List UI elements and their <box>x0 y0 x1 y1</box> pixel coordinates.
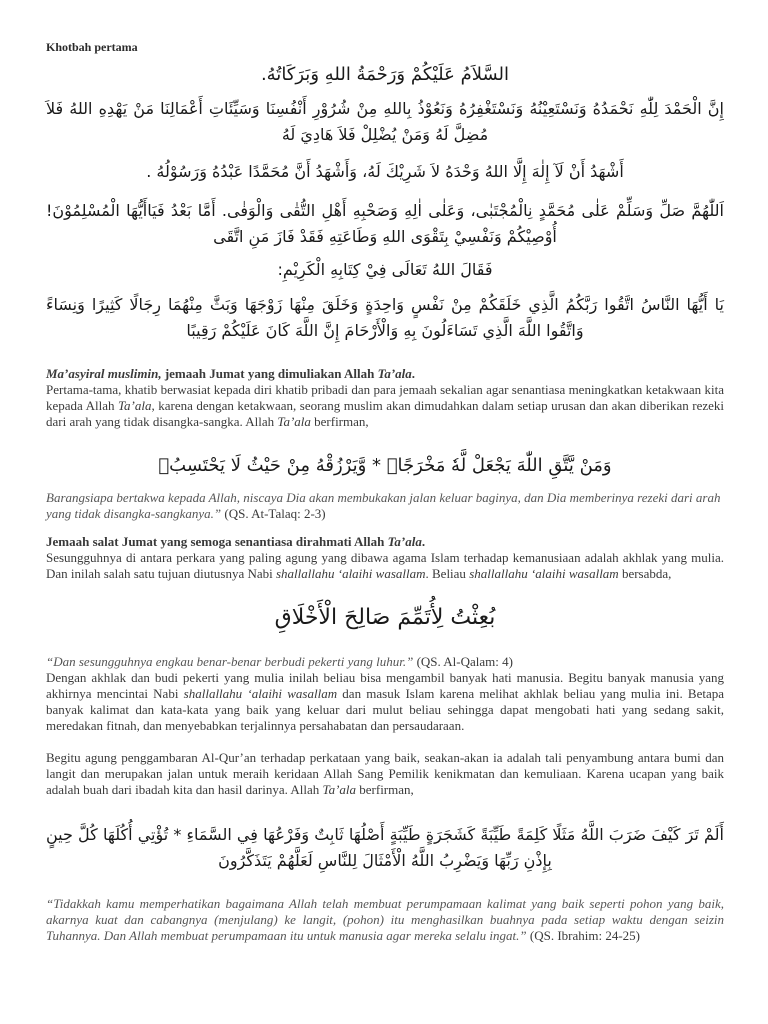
section2 <box>46 534 724 582</box>
arabic-hadith: بُعِثْتُ لِأُتَمِّمَ صَالِحَ الْأَخْلَاقِ <box>274 605 496 630</box>
arabic-hamdalah: إِنَّ الْحَمْدَ لِلّٰهِ نَحْمَدُهُ وَنَسْتَعِيْنُهُ وَنَسْتَغْفِرُهُ وَنَعُوْذُ بِاللهِ مِنْ شُرُوْرِ أَنْفُسِنَا وَسَيِّئَاتِ أَعْمَالِنَا مَنْ يَهْدِهِ اللهُ فَلاَ مُضِلَّ لَهُ وَمَنْ يُضْلِلْ فَلاَ هَادِيَ لَهُ <box>46 99 724 144</box>
section1-paragraph: Pertama-tama, khatib berwasiat kepada diri khatib pribadi dan para jemaah sekalian agar senantiasa meningkatkan ketakwaan kita kepada Allah Ta’ala, karena dengan ketakwaan, seorang muslim akan dimudahkan dalam setiap urusan dan akan diberikan rezeki dari arah yang tidak disangka-sangka. Allah Ta’ala berfirman, <box>46 382 724 429</box>
section2-quote: “Dan sesungguhnya engkau benar-benar berbudi pekerti yang luhur.” (QS. Al-Qalam: 4) <box>46 654 513 669</box>
section1-quote: Barangsiapa bertakwa kepada Allah, niscaya Dia akan membukakan jalan keluar baginya, dan Dia memberinya rezeki dari arah yang tidak disangka-sangkanya.” (QS. At-Talaq: 2-3) <box>46 490 721 521</box>
section2-paragraph-3: Begitu agung penggambaran Al-Qur’an terhadap perkataan yang baik, seakan-akan ia adalah tali penyambung antara bumi dan langit dan merupakan jalan untuk meraih keridaan Allah Sang Pemilik kenikmatan dan kemuliaan. Karena ucapan yang baik adalah buah dari ibadah kita dan hasil darinya. Allah Ta’ala berfirman, <box>46 750 724 797</box>
arabic-shalawat: اَللّٰهُمَّ صَلِّ وَسَلِّمْ عَلٰى مُحَمَّدٍ نِالْمُجْتَبٰى، وَعَلٰى اٰلِهِ وَصَحْبِهِ أَهْلِ التُّقٰى وَالْوَفٰى. أَمَّا بَعْدُ فَيَاأَيُّهَا الْمُسْلِمُوْنَ! أُوْصِيْكُمْ وَنَفْسِيْ بِتَقْوَى اللهِ وَطَاعَتِهِ فَقَدْ فَازَ مَنِ اتَّقَى <box>46 201 724 246</box>
arabic-qala: فَقَالَ اللهُ تَعَالَى فِيْ كِتَابِهِ الْكَرِيْمِ: <box>277 260 493 279</box>
arabic-ibrahim-verse: أَلَمْ تَرَ كَيْفَ ضَرَبَ اللَّهُ مَثَلًا كَلِمَةً طَيِّبَةً كَشَجَرَةٍ طَيِّبَةٍ أَصْلُهَا ثَابِتٌ وَفَرْعُهَا فِي السَّمَاءِ * تُؤْتِي أُكُلَهَا كُلَّ حِينٍ بِإِذْنِ رَبِّهَا وَيَضْرِبُ اللَّهُ الْأَمْثَالَ لِلنَّاسِ لَعَلَّهُمْ يَتَذَكَّرُونَ <box>46 825 724 870</box>
section1 <box>46 366 724 430</box>
section2-paragraph-1: Sesungguhnya di antara perkara yang paling agung yang dibawa agama Islam terhadap kemanusiaan adalah akhlak yang mulia. Dan inilah salah satu tujuan diutusnya Nabi shallallahu ‘alaihi wasallam. Beliau shallallahu ‘alaihi wasallam bersabda, <box>46 550 724 581</box>
section2-heading: Jemaah salat Jumat yang semoga senantiasa dirahmati Allah Ta’ala. <box>46 534 426 549</box>
arabic-annisa-verse: يَا أَيُّهَا النَّاسُ اتَّقُوا رَبَّكُمُ الَّذِي خَلَقَكُمْ مِنْ نَفْسٍ وَاحِدَةٍ وَخَلَقَ مِنْهَا زَوْجَهَا وَبَثَّ مِنْهُمَا رِجَالًا كَثِيرًا وَنِسَاءً وَاتَّقُوا اللَّهَ الَّذِي تَسَاءَلُونَ بِهِ وَالْأَرْحَامَ إِنَّ اللَّهَ كَانَ عَلَيْكُمْ رَقِيبًا <box>46 295 724 340</box>
arabic-salam: السَّلاَمُ عَلَيْكُمْ وَرَحْمَةُ اللهِ وَبَرَكَاتُهُ. <box>260 64 510 85</box>
section1-heading: Ma’asyiral muslimin, jemaah Jumat yang dimuliakan Allah Ta’ala. <box>46 366 416 381</box>
section-title: Khotbah pertama <box>46 40 138 54</box>
section2-paragraph-2: Dengan akhlak dan budi pekerti yang mulia inilah beliau bisa mengambil banyak hati manusia. Begitu banyak manusia yang akhirnya mencintai Nabi shallallahu ‘alaihi wasallam dan masuk Islam karena melihat akhlak beliau yang mulia ini. Betapa banyak kalimat dan kata-kata yang baik yang keluar dari mulut beliau sehingga dapat mengobati hati yang sedang sakit, meredakan fitnah, dan menyebabkan terjalinnya persahabatan dan persaudaraan. <box>46 670 725 733</box>
arabic-syahadat: أَشْهَدُ أَنْ لَآ إِلٰهَ إِلَّا اللهُ وَحْدَهُ لاَ شَرِيْكَ لَهُ، وَأَشْهَدُ أَنَّ مُحَمَّدًا عَبْدُهُ وَرَسُوْلُهُ . <box>146 162 624 181</box>
section2-body <box>46 654 724 798</box>
section2-quote-2: “Tidakkah kamu memperhatikan bagaimana Allah telah membuat perumpamaan kalimat yang baik seperti pohon yang baik, akarnya kuat dan cabangnya (menjulang) ke langit, (pohon) itu menghasilkan buahnya pada setiap waktu dengan seizin Tuhannya. Dan Allah membuat perumpamaan itu untuk manusia agar mereka selalu ingat.” (QS. Ibrahim: 24-25) <box>46 896 724 943</box>
arabic-talaq-verse: وَمَنْ يَّتَّقِ اللّٰهَ يَجْعَلْ لَّهٗ مَخْرَجًاۙ * وَّيَرْزُقْهُ مِنْ حَيْثُ لَا يَحْتَسِبُۗ <box>158 455 612 476</box>
